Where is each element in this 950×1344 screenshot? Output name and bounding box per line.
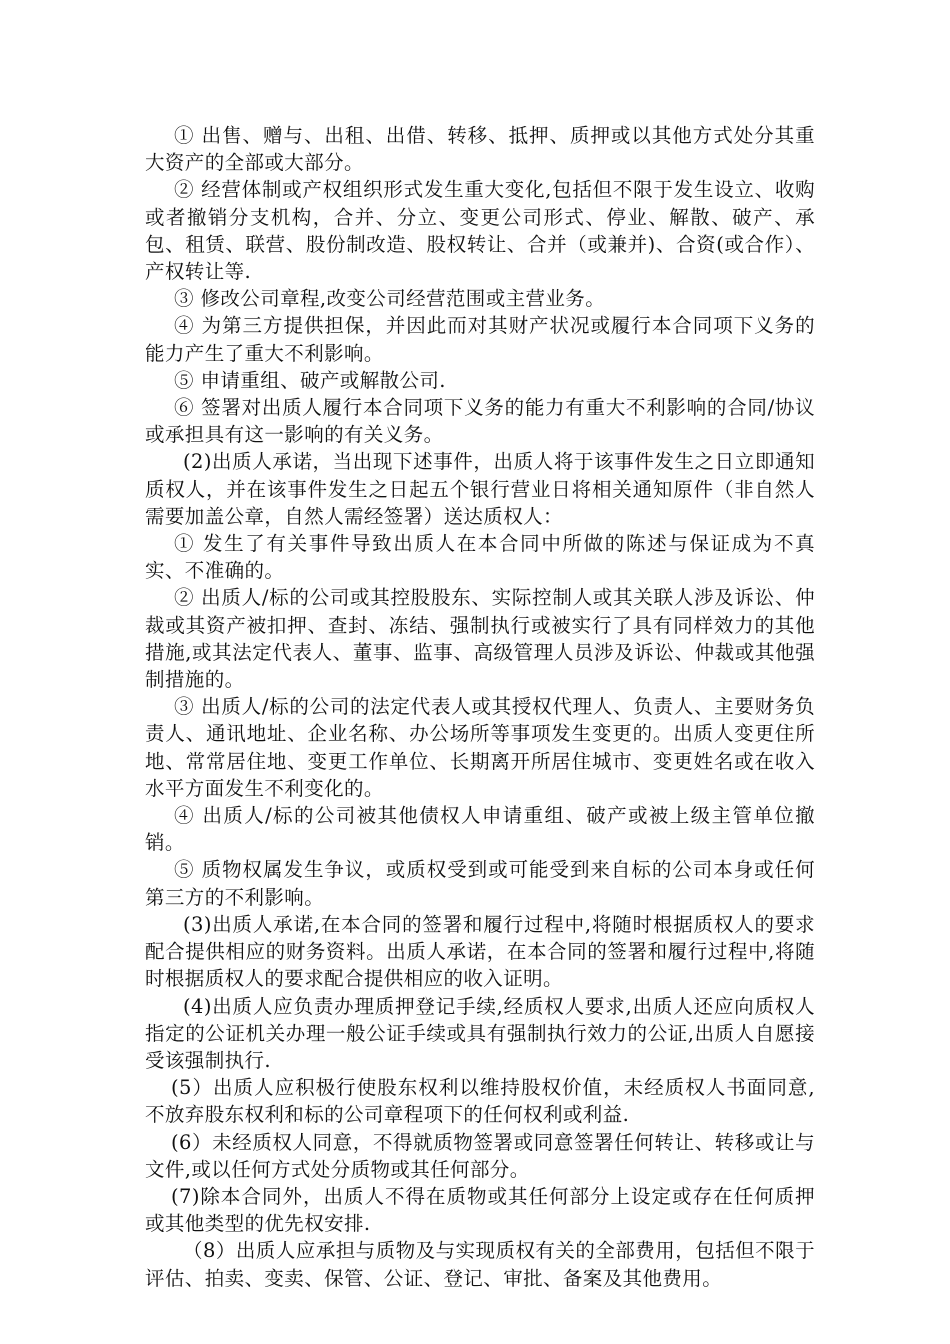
clause-2-item-3-information-change: ③ 出质人/标的公司的法定代表人或其授权代理人、负责人、主要财务负责人、通讯地址、企业名称、办公场所等事项发生变更的。出质人变更住所地、常常居住地、变更工作单位、长期离开所居住城市、变更姓名或在收入水平方面发生不利变化的。 [145,695,815,800]
clause-item-6-adverse-contract: ⑥ 签署对出质人履行本合同项下义务的能力有重大不利影响的合同/协议或承担具有这一影响的有关义务。 [145,396,815,447]
clause-5-shareholder-rights: (5）出质人应积极行使股东权利以维持股权价值，未经质权人书面同意,不放弃股东权利和标的公司章程项下的任何权利或利益. [145,1076,815,1127]
clause-item-5-reorganization: ⑤ 申请重组、破产或解散公司. [174,368,446,392]
clause-item-4-third-party-guarantee: ④ 为第三方提供担保，并因此而对其财产状况或履行本合同项下义务的能力产生了重大不利影响。 [145,314,815,365]
contract-body [145,122,815,1292]
clause-2-notification: (2)出质人承诺，当出现下述事件，出质人将于该事件发生之日立即通知质权人，并在该事件发生之日起五个银行营业日将相关通知原件（非自然人需要加盖公章，自然人需经签署）送达质权人： [145,450,815,528]
clause-2-item-5-ownership-dispute: ⑤ 质物权属发生争议，或质权受到或可能受到来自标的公司本身或任何第三方的不利影响。 [145,858,815,909]
clause-item-2-ownership-change: ② 经营体制或产权组织形式发生重大变化,包括但不限于发生设立、收购或者撤销分支机构，合并、分立、变更公司形式、停业、解散、破产、承包、租赁、联营、股份制改造、股权转让、合并（或兼并)、合资(或合作）、产权转让等. [145,178,815,284]
clause-8-expenses: （8）出质人应承担与质物及与实现质权有关的全部费用，包括但不限于评估、拍卖、变卖、保管、公证、登记、审批、备案及其他费用。 [145,1239,815,1290]
clause-7-no-other-pledge: (7)除本合同外，出质人不得在质物或其任何部分上设定或存在任何质押或其他类型的优先权安排. [145,1184,815,1236]
clause-item-3-amend-charter: ③ 修改公司章程,改变公司经营范围或主营业务。 [174,287,606,311]
clause-2-item-1-untrue-statement: ① 发生了有关事件导致出质人在本合同中所做的陈述与保证成为不真实、不准确的。 [145,532,815,583]
clause-3-financial-materials: (3)出质人承诺,在本合同的签署和履行过程中,将随时根据质权人的要求配合提供相应的财务资料。出质人承诺，在本合同的签署和履行过程中,将随时根据质权人的要求配合提供相应的收入证明。 [145,912,815,991]
clause-2-item-2-litigation: ② 出质人/标的公司或其控股股东、实际控制人或其关联人涉及诉讼、仲裁或其资产被扣押、查封、冻结、强制执行或被实行了具有同样效力的其他措施,或其法定代表人、董事、监事、高级管理人员涉及诉讼、仲裁或其他强制措施的。 [145,586,815,692]
clause-6-no-transfer: (6）未经质权人同意，不得就质物签署或同意签署任何转让、转移或让与文件,或以任何方式处分质物或其任何部分。 [145,1130,815,1181]
clause-item-1-sell-assets: ① 出售、赠与、出租、出借、转移、抵押、质押或以其他方式处分其重大资产的全部或大部分。 [145,124,815,175]
clause-2-item-4-creditor-application: ④ 出质人/标的公司被其他债权人申请重组、破产或被上级主管单位撤销。 [145,804,815,855]
clause-4-registration: (4)出质人应负责办理质押登记手续,经质权人要求,出质人还应向质权人指定的公证机关办理一般公证手续或具有强制执行效力的公证,出质人自愿接受该强制执行. [145,994,815,1072]
